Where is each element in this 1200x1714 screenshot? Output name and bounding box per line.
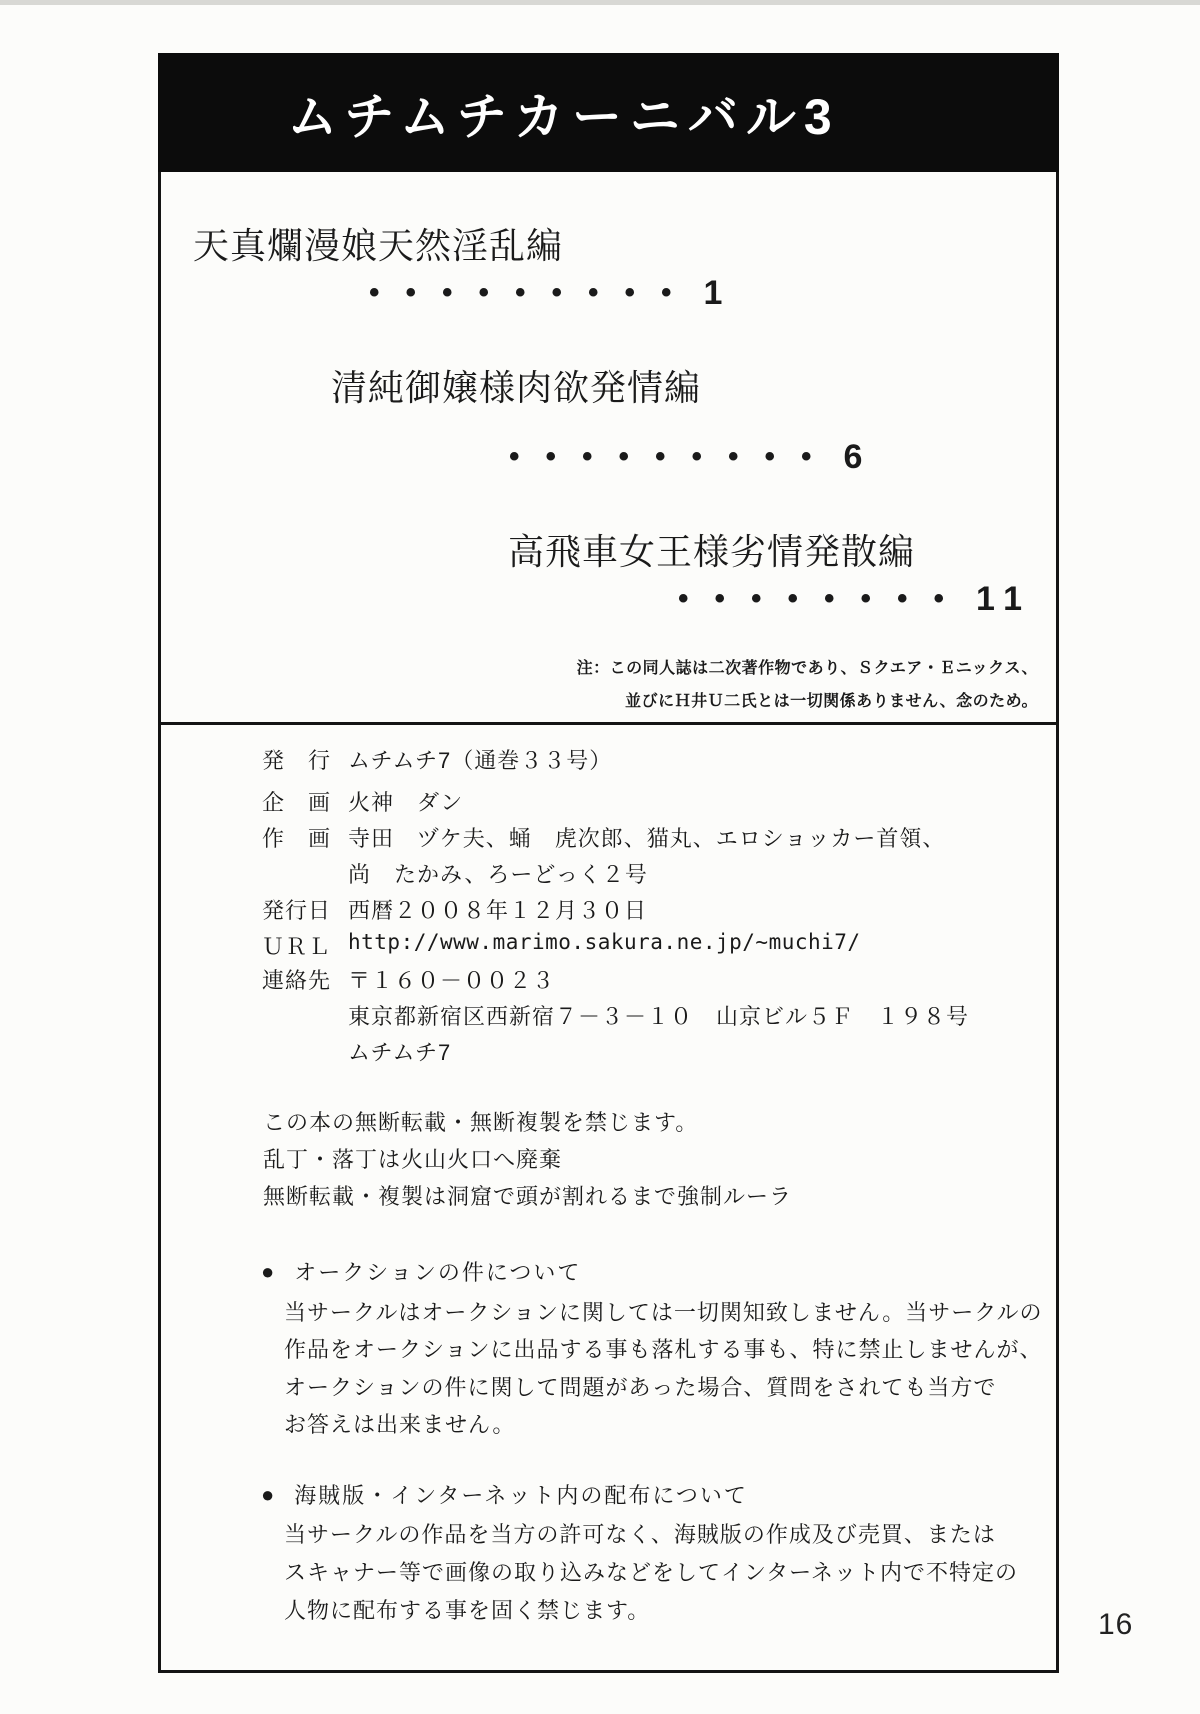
row-label: [262, 1000, 348, 1031]
colophon-row-address: [262, 1000, 969, 1031]
reproduction-warning: 無断転載・複製は洞窟で頭が割れるまで強制ルーラ: [263, 1184, 793, 1209]
toc-page-number: 11: [976, 580, 1032, 618]
title-banner: [158, 53, 1059, 172]
leader-dots: •••••••••: [509, 440, 838, 473]
colophon-row-artists: [262, 822, 945, 853]
leader-dots: •••••••••: [369, 276, 698, 309]
row-value: 西暦２００８年１２月３０日: [348, 898, 648, 923]
toc-entry-leader: [678, 582, 1032, 616]
misprint-notice: 乱丁・落丁は火山火口へ廃棄: [263, 1147, 563, 1172]
bullet-icon: ●: [261, 1258, 275, 1284]
section-body-line: 作品をオークションに出品する事も落札する事も、特に禁止しませんが、: [284, 1337, 1043, 1362]
colophon-row-url: [262, 930, 861, 961]
colophon-row-circle-name: [262, 1036, 451, 1067]
scan-edge-artifact: [0, 0, 1200, 5]
bullet-icon: ●: [261, 1481, 275, 1507]
postal-code: 〒１６０－００２３: [348, 968, 556, 993]
book-title: ムチムチカーニバル3: [287, 88, 840, 145]
toc-entry-title: 高飛車女王様劣情発散編: [508, 531, 916, 572]
toc-entry-leader: [509, 440, 862, 474]
toc-page-number: 1: [703, 274, 723, 312]
section-body-line: 当サークルはオークションに関しては一切関知致しません。当サークルの: [284, 1300, 1043, 1325]
toc-entry-title: 清純御嬢様肉欲発情編: [331, 367, 702, 408]
auction-section-heading: [261, 1256, 581, 1287]
section-body-line: お答えは出来ません。: [284, 1412, 516, 1437]
colophon-row-planning: [262, 786, 463, 817]
toc-entry-title: 天真爛漫娘天然淫乱編: [193, 225, 564, 266]
section-body-line: スキャナー等で画像の取り込みなどをしてインターネット内で不特定の: [284, 1560, 1019, 1585]
page-number: 16: [1098, 1608, 1134, 1641]
street-address: 東京都新宿区西新宿７－３－１０ 山京ビル５Ｆ １９８号: [348, 1004, 970, 1029]
row-value: 火神 ダン: [348, 790, 464, 815]
disclaimer-line: 注：この同人誌は二次著作物であり、Ｓクエア・Ｅニックス、: [576, 660, 1038, 677]
disclaimer-line: 並びにＨ井Ｕ二氏とは一切関係ありません、念のため。: [625, 693, 1038, 710]
colophon-row-publisher: [262, 744, 612, 775]
toc-entry-leader: [369, 276, 722, 310]
row-label: ＵＲＬ: [262, 934, 332, 959]
derivative-work-disclaimer: [498, 652, 1038, 718]
row-value: 尚 たかみ、ろーどっく２号: [348, 862, 648, 887]
section-body-line: 人物に配布する事を固く禁じます。: [284, 1598, 651, 1623]
colophon-row-contact: [262, 964, 555, 995]
section-body-line: オークションの件に関して問題があった場合、質問をされても当方で: [284, 1375, 997, 1400]
row-label: 企 画: [262, 790, 332, 815]
row-label: 連絡先: [262, 968, 332, 993]
row-label: [262, 858, 348, 889]
leader-dots: ••••••••: [678, 582, 971, 615]
row-label: 作 画: [262, 826, 332, 851]
copyright-notice: この本の無断転載・無断複製を禁じます。: [263, 1110, 699, 1135]
row-value: 寺田 ヅケ夫、蛹 虎次郎、猫丸、エロショッカー首領、: [348, 826, 946, 851]
piracy-section-heading: [261, 1479, 748, 1510]
colophon-row-pubdate: [262, 894, 647, 925]
row-label: [262, 1036, 348, 1067]
section-body-line: 当サークルの作品を当方の許可なく、海賊版の作成及び売買、または: [284, 1522, 996, 1547]
website-url: http://www.marimo.sakura.ne.jp/~muchi7/: [348, 930, 861, 954]
row-label: 発行日: [262, 898, 332, 923]
section-heading-text: 海賊版・インターネット内の配布について: [294, 1483, 748, 1508]
colophon-row-artists-cont: [262, 858, 648, 889]
row-label: 発 行: [262, 748, 332, 773]
section-heading-text: オークションの件について: [294, 1260, 582, 1285]
toc-page-number: 6: [843, 438, 863, 476]
row-value: ムチムチ7（通巻３３号）: [348, 748, 613, 773]
circle-name: ムチムチ7: [348, 1040, 452, 1065]
